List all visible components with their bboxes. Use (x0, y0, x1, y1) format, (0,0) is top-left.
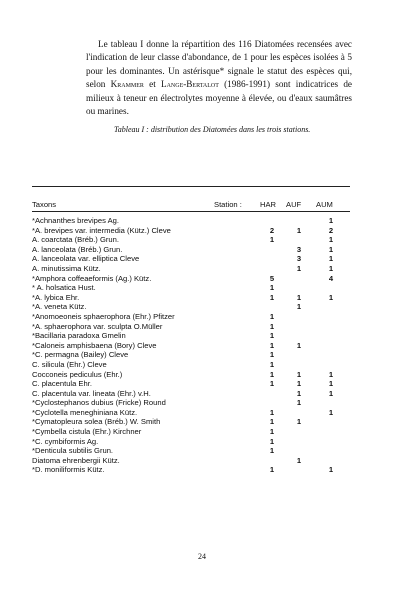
table-row (0, 427, 404, 437)
table-row (0, 235, 404, 245)
table-row (0, 437, 404, 447)
cell-auf: 3 (296, 244, 302, 254)
table-caption: Tableau I : distribution des Diatomées dans les trois stations. (114, 125, 311, 134)
cell-aum: 1 (328, 388, 334, 398)
cell-har: 1 (269, 283, 275, 293)
cell-auf: 1 (296, 388, 302, 398)
table-row (0, 322, 404, 332)
table-header (0, 200, 404, 211)
header-auf: AUF (286, 200, 302, 209)
taxon-name: C. placentula Ehr. (32, 379, 92, 389)
cell-aum: 1 (328, 407, 334, 417)
taxon-name: *Anomoeoneis sphaerophora (Ehr.) Pfitzer (32, 311, 175, 321)
cell-aum: 1 (328, 379, 334, 389)
table-row (0, 293, 404, 303)
cell-har: 1 (269, 321, 275, 331)
cell-aum: 4 (328, 273, 334, 283)
table-row (0, 341, 404, 351)
cell-har: 5 (269, 273, 275, 283)
cell-auf: 1 (296, 302, 302, 312)
header-har: HAR (260, 200, 277, 209)
taxon-name: *Denticula subtilis Grun. (32, 446, 114, 456)
taxon-name: *C. permagna (Bailey) Cleve (32, 350, 129, 360)
taxon-name: *Cyclostephanos dubius (Fricke) Round (32, 398, 166, 408)
cell-har: 1 (269, 311, 275, 321)
intro-text-2: (1986-1991) sont indicatrices de milieux à teneur en électrolytes moyenne à élevée, ou d'eaux saumâtres ou marines. (86, 79, 352, 117)
table-row (0, 389, 404, 399)
taxon-name: *Cyclotella meneghiniana Kütz. (32, 407, 138, 417)
table-row (0, 264, 404, 274)
cell-har: 2 (269, 225, 275, 235)
taxon-name: *A. sphaerophora var. sculpta O.Müller (32, 321, 163, 331)
taxon-name: A. lanceolata (Bréb.) Grun. (32, 244, 123, 254)
cell-auf: 1 (296, 225, 302, 235)
table-row (0, 226, 404, 236)
header-aum: AUM (316, 200, 333, 209)
cell-har: 1 (269, 235, 275, 245)
cell-aum: 1 (328, 216, 334, 225)
table-row (0, 379, 404, 389)
cell-har: 1 (269, 427, 275, 437)
taxon-name: *D. moniliformis Kütz. (32, 465, 105, 475)
cell-har: 1 (269, 350, 275, 360)
cell-har: 1 (269, 331, 275, 341)
taxon-name: A. minutissima Kütz. (32, 263, 101, 273)
cell-auf: 1 (296, 398, 302, 408)
intro-and: et (143, 79, 161, 90)
taxon-name: * A. holsatica Hust. (32, 283, 96, 293)
taxa-table (0, 216, 404, 475)
cell-auf: 1 (296, 455, 302, 465)
table-row (0, 398, 404, 408)
taxon-name: *A. lybica Ehr. (32, 292, 80, 302)
taxon-name: Diatoma ehrenbergii Kütz. (32, 455, 120, 465)
cell-aum: 1 (328, 263, 334, 273)
cell-har: 1 (269, 292, 275, 302)
table-row (0, 245, 404, 255)
cell-har: 1 (269, 417, 275, 427)
cell-har: 1 (269, 465, 275, 475)
table-top-rule (32, 186, 350, 187)
table-row (0, 331, 404, 341)
table-row (0, 446, 404, 456)
cell-har: 1 (269, 407, 275, 417)
cell-auf: 1 (296, 340, 302, 350)
table-header-rule (32, 211, 350, 212)
table-row (0, 408, 404, 418)
table-row (0, 350, 404, 360)
cell-aum: 1 (328, 244, 334, 254)
cell-auf: 1 (296, 292, 302, 302)
taxon-name: *Achnanthes brevipes Ag. (32, 216, 119, 225)
table-row (0, 312, 404, 322)
taxon-name: *Amphora coffeaeformis (Ag.) Kütz. (32, 273, 152, 283)
table-row (0, 274, 404, 284)
taxon-name: Cocconeis pediculus (Ehr.) (32, 369, 123, 379)
header-station: Station : (214, 200, 242, 209)
taxon-name: *A. brevipes var. intermedia (Kütz.) Cleve (32, 225, 171, 235)
taxon-name: C. placentula var. lineata (Ehr.) v.H. (32, 388, 151, 398)
taxon-name: C. silicula (Ehr.) Cleve (32, 359, 107, 369)
intro-paragraph (86, 38, 352, 118)
cell-har: 1 (269, 369, 275, 379)
taxon-name: *C. cymbiformis Ag. (32, 436, 99, 446)
cell-har: 1 (269, 359, 275, 369)
taxon-name: *Caloneis amphisbaena (Bory) Cleve (32, 340, 157, 350)
cell-aum: 2 (328, 225, 334, 235)
table-row (0, 456, 404, 466)
taxon-name: *Cymatopleura solea (Bréb.) W. Smith (32, 417, 161, 427)
cell-har: 1 (269, 379, 275, 389)
cell-aum: 1 (328, 254, 334, 264)
table-row (0, 216, 404, 226)
taxon-name: *Cymbella cistula (Ehr.) Kirchner (32, 427, 142, 437)
cell-auf: 3 (296, 254, 302, 264)
table-row (0, 370, 404, 380)
table-row (0, 283, 404, 293)
page-number: 24 (198, 552, 206, 561)
cell-aum: 1 (328, 465, 334, 475)
taxon-name: *Bacillaria paradoxa Gmelin (32, 331, 126, 341)
cell-auf: 1 (296, 417, 302, 427)
author-lange-bertalot: Lange-Bertalot (160, 79, 219, 90)
table-row (0, 417, 404, 427)
cell-aum: 1 (328, 235, 334, 245)
taxon-name: A. coarctata (Bréb.) Grun. (32, 235, 119, 245)
table-row (0, 360, 404, 370)
table-row (0, 302, 404, 312)
cell-auf: 1 (296, 263, 302, 273)
table-row (0, 465, 404, 475)
author-krammer: Krammer (110, 79, 144, 90)
table-row (0, 254, 404, 264)
cell-har: 1 (269, 436, 275, 446)
cell-aum: 1 (328, 292, 334, 302)
cell-aum: 1 (328, 369, 334, 379)
intro-text-1: Le tableau I donne la répartition des 116 Diatomées recensées avec l'indication de leur classe d'abondance, de 1 pour les espèces isolées à 5 pour les dominantes. Un astérisque* signale le statut des espèces qui, selon (86, 39, 352, 90)
header-taxons: Taxons (32, 200, 57, 209)
cell-har: 1 (269, 340, 275, 350)
taxon-name: *A. veneta Kütz. (32, 302, 87, 312)
taxon-name: A. lanceolata var. elliptica Cleve (32, 254, 140, 264)
cell-auf: 1 (296, 379, 302, 389)
cell-auf: 1 (296, 369, 302, 379)
cell-har: 1 (269, 446, 275, 456)
